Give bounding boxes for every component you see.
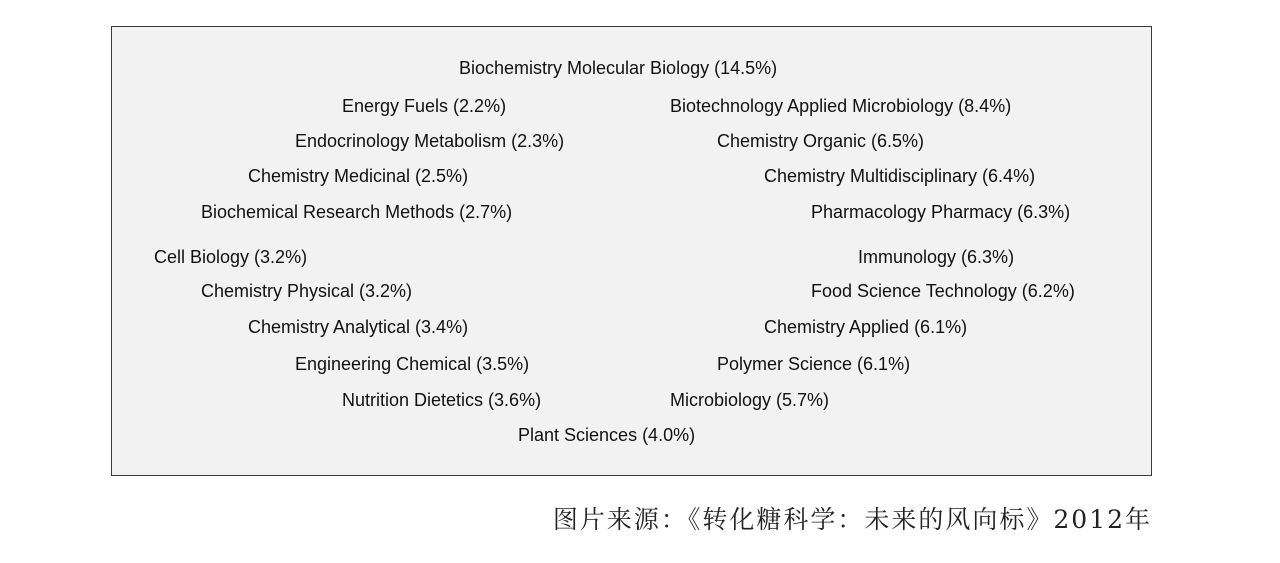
category-label-left: Chemistry Medicinal (2.5%): [248, 166, 469, 186]
category-label-right: Biotechnology Applied Microbiology (8.4%): [670, 96, 1012, 116]
source-caption: 图片来源：《转化糖科学：未来的风向标》2012年: [552, 505, 1152, 534]
category-label-left: Cell Biology (3.2%): [154, 247, 308, 267]
category-label-left: Nutrition Dietetics (3.6%): [342, 390, 542, 410]
category-label-left: Endocrinology Metabolism (2.3%): [295, 131, 565, 151]
category-label-left: Chemistry Analytical (3.4%): [248, 317, 469, 337]
category-label-left: Biochemical Research Methods (2.7%): [201, 202, 513, 222]
category-label-right: Polymer Science (6.1%): [717, 354, 911, 374]
category-label-bottom: Plant Sciences (4.0%): [518, 425, 696, 445]
category-label-right: Microbiology (5.7%): [670, 390, 830, 410]
subject-category-diagram: [111, 26, 1152, 476]
category-label-right: Chemistry Multidisciplinary (6.4%): [764, 166, 1036, 186]
category-label-left: Engineering Chemical (3.5%): [295, 354, 530, 374]
category-label-left: Energy Fuels (2.2%): [342, 96, 507, 116]
category-label-right: Chemistry Applied (6.1%): [764, 317, 968, 337]
category-label-right: Immunology (6.3%): [858, 247, 1015, 267]
category-label-right: Pharmacology Pharmacy (6.3%): [811, 202, 1071, 222]
category-label-top: Biochemistry Molecular Biology (14.5%): [459, 58, 778, 78]
category-label-right: Food Science Technology (6.2%): [811, 281, 1075, 301]
category-label-right: Chemistry Organic (6.5%): [717, 131, 925, 151]
category-label-left: Chemistry Physical (3.2%): [201, 281, 413, 301]
